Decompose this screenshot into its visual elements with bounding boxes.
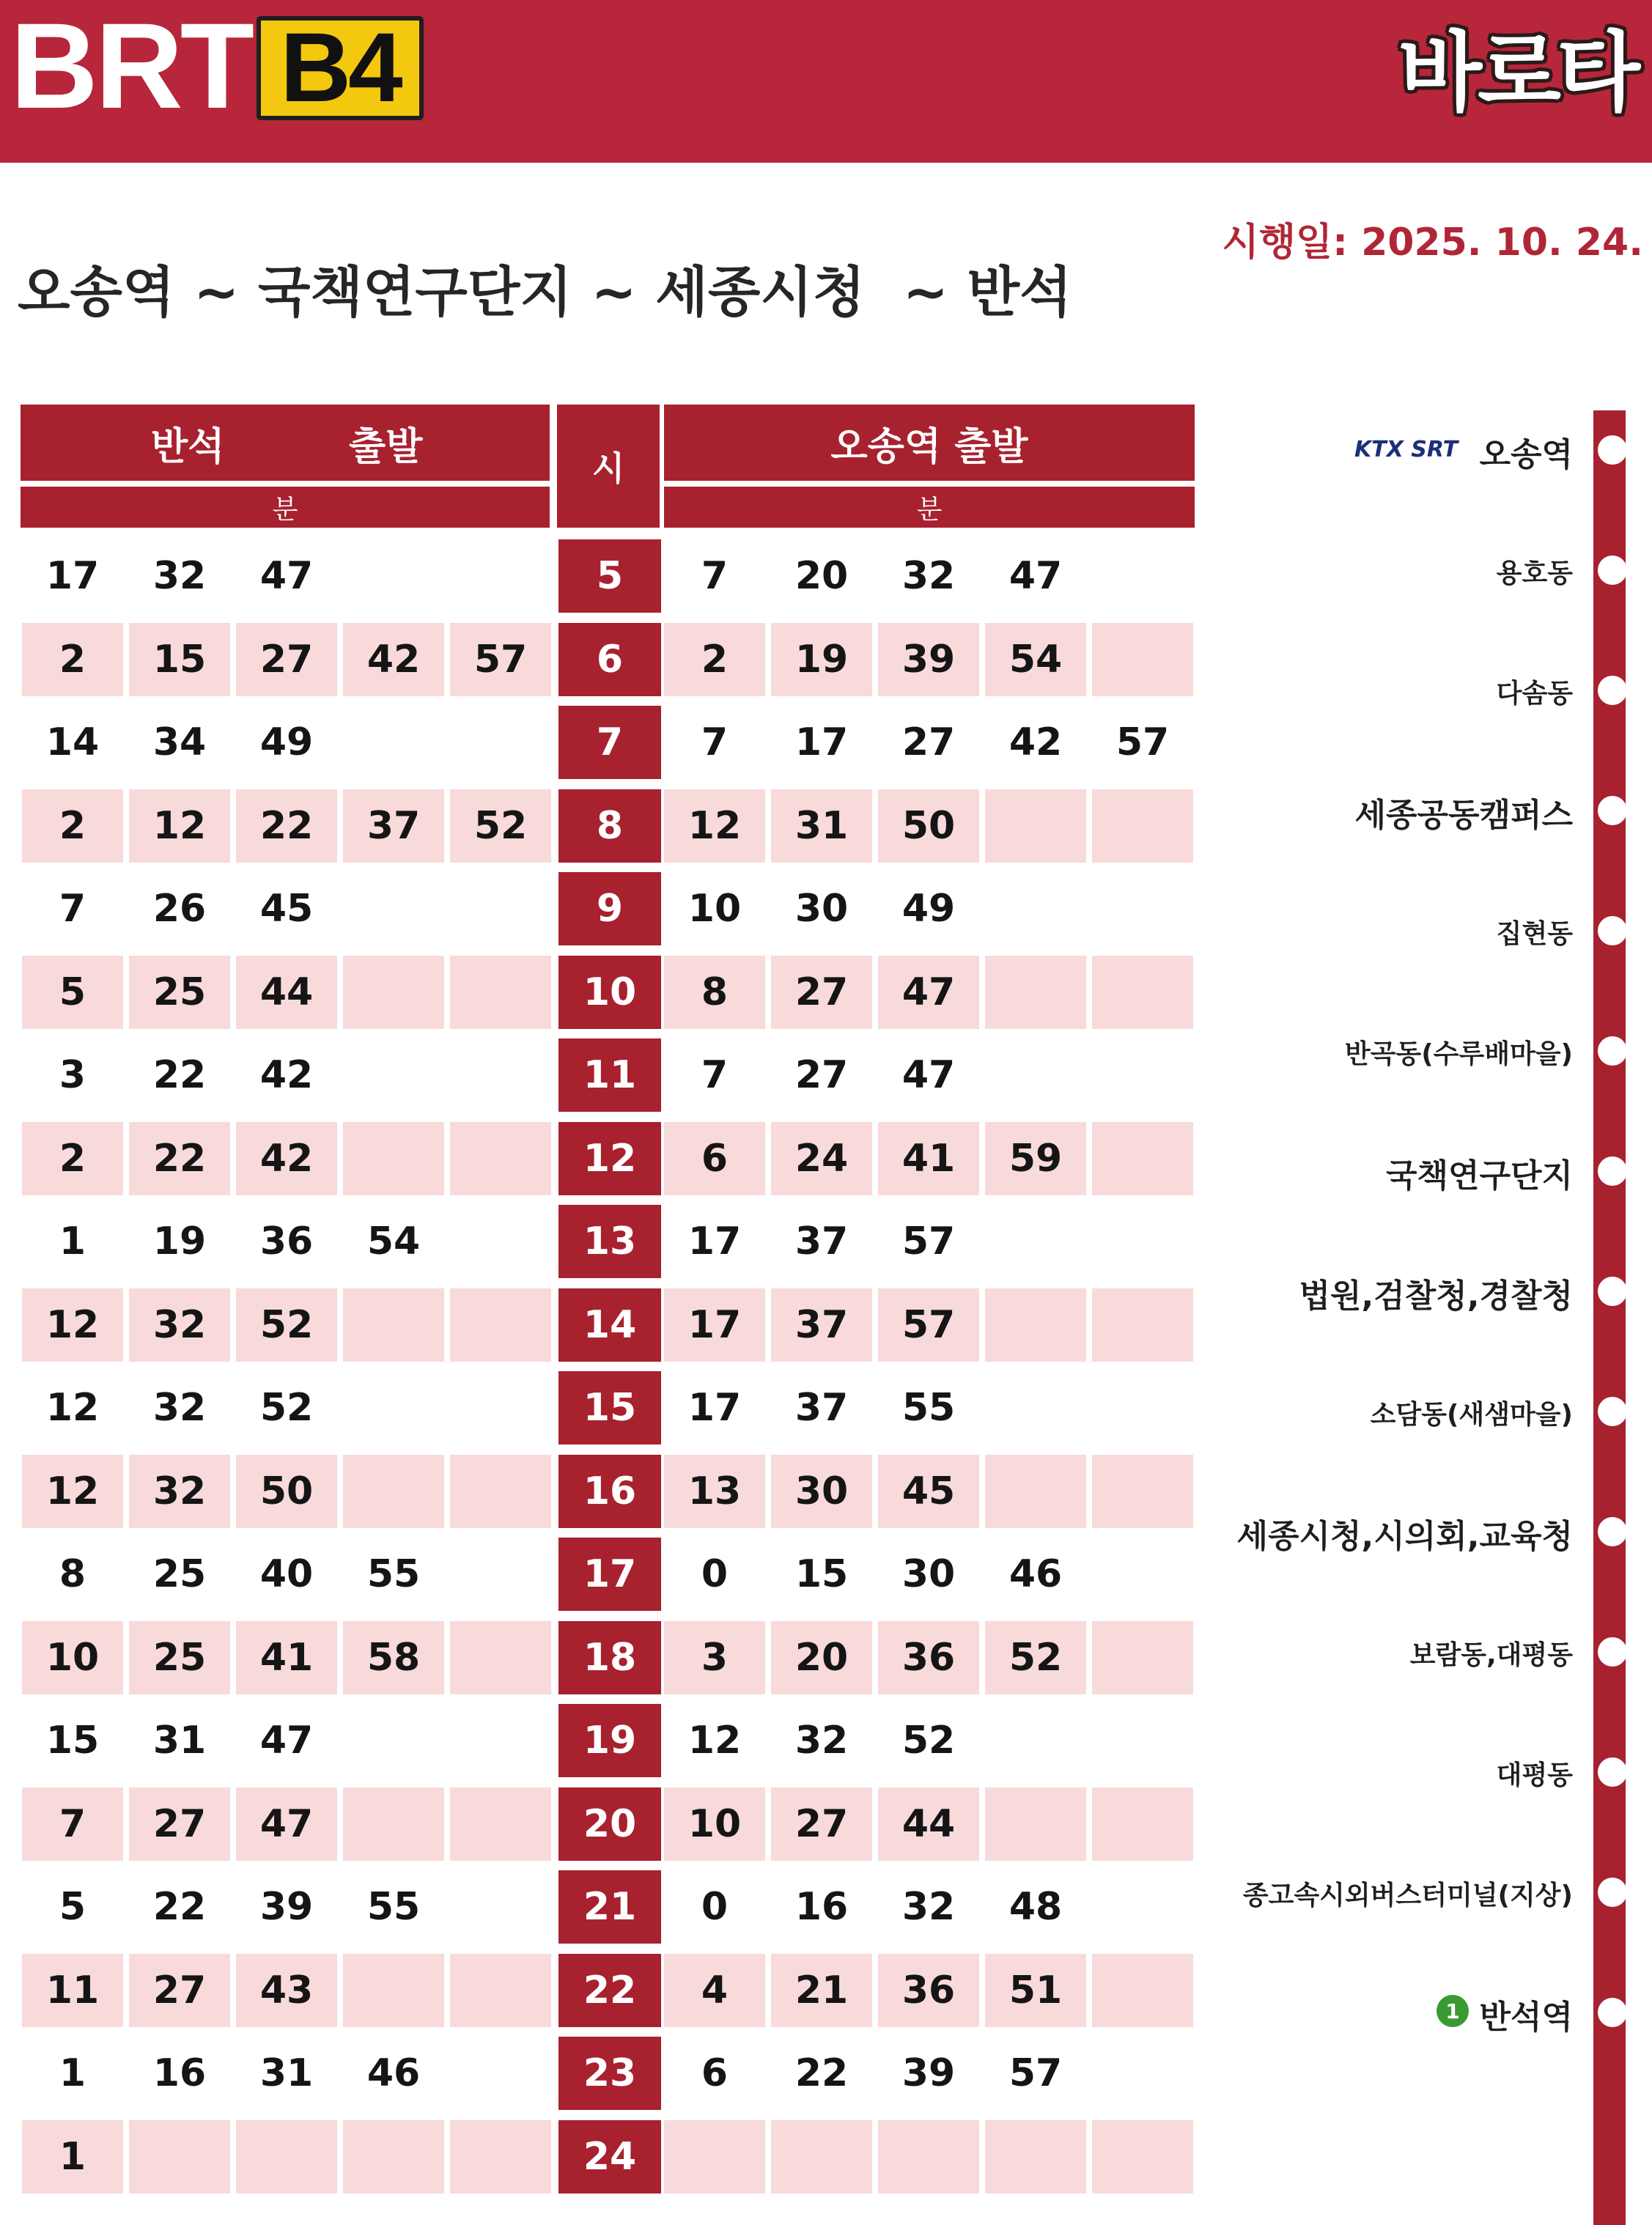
stop-marker [1598,676,1627,705]
right-minute-cell: 12 [687,1719,742,1763]
left-minute-cell: 17 [45,554,100,598]
right-minute-cell: 10 [664,1787,765,1861]
left-minute-cell [450,1538,551,1611]
right-minute-cell [1092,623,1193,696]
right-minute-cell: 46 [1008,1552,1063,1596]
left-minute-cell: 1 [22,2120,123,2193]
hour-cell: 17 [558,1538,661,1611]
right-minute-cell: 45 [878,1455,979,1528]
stop-marker [1598,1878,1627,1907]
right-minute-cell [1092,539,1193,613]
left-minute-cell: 32 [152,554,207,598]
right-minute-cell [985,1455,1086,1528]
right-minute-cell: 32 [901,554,956,598]
left-minute-cell: 3 [59,1053,86,1097]
right-minute-cell: 44 [878,1787,979,1861]
left-minute-cell [450,706,551,779]
right-minute-cell: 37 [771,1288,872,1362]
right-minute-cell [1092,1621,1193,1694]
right-minute-label: 분 [664,487,1195,528]
left-minute-cell: 46 [366,2051,421,2095]
right-minute-cell [1092,2037,1193,2110]
right-minute-cell [1092,1704,1193,1777]
left-minute-cell: 10 [22,1621,123,1694]
left-minute-cell: 25 [129,1621,230,1694]
left-minute-cell [343,1122,444,1195]
right-minute-cell: 47 [1008,554,1063,598]
ktx-srt-logo: KTX SRT [1354,437,1459,462]
right-minute-cell: 15 [794,1552,849,1596]
right-minute-cell: 3 [664,1621,765,1694]
left-minute-cell: 8 [59,1552,86,1596]
left-minute-cell: 14 [45,720,100,764]
left-minute-cell [450,1205,551,1278]
left-minute-cell [450,872,551,945]
left-header-depart: 출발 [349,424,423,469]
right-minute-cell: 0 [701,1885,729,1929]
right-minute-cell [1092,1371,1193,1444]
left-minute-cell [450,539,551,613]
left-minute-cell [450,1704,551,1777]
left-minute-cell: 42 [343,623,444,696]
left-minute-cell: 12 [22,1288,123,1362]
left-minute-cell [450,956,551,1029]
right-minute-cell: 8 [664,956,765,1029]
left-minute-cell [343,872,444,945]
left-minute-cell [450,1954,551,2027]
left-minute-cell [343,1787,444,1861]
stop-marker [1598,1998,1627,2027]
left-minute-cell [450,1371,551,1444]
right-minute-cell: 30 [771,1455,872,1528]
left-minute-cell: 43 [236,1954,337,2027]
left-minute-cell [343,706,444,779]
left-minute-cell [236,2120,337,2193]
right-minute-cell: 17 [664,1288,765,1362]
stop-name: 집현동 [1496,919,1573,949]
right-minute-cell: 6 [664,1122,765,1195]
left-minute-cell [343,1371,444,1444]
right-minute-cell: 6 [701,2051,729,2095]
right-minute-cell [985,1038,1086,1112]
left-minute-cell: 57 [450,623,551,696]
left-minute-cell: 31 [152,1719,207,1763]
right-minute-cell: 32 [901,1885,956,1929]
left-minute-cell: 22 [152,1885,207,1929]
left-minute-label: 분 [21,487,550,528]
right-minute-cell [1092,1122,1193,1195]
left-minute-cell [450,1122,551,1195]
left-minute-cell: 52 [450,789,551,863]
left-minute-cell: 1 [59,1219,86,1263]
brand-logo: 바로타 [1398,22,1636,123]
left-minute-cell: 27 [129,1954,230,2027]
left-minute-cell: 2 [22,1122,123,1195]
right-minute-cell: 41 [878,1122,979,1195]
right-minute-cell: 7 [701,554,729,598]
left-minute-cell: 39 [259,1885,314,1929]
right-minute-cell [771,2120,872,2193]
stop-marker [1598,1036,1627,1066]
right-minute-cell [985,1787,1086,1861]
right-minute-cell: 2 [664,623,765,696]
right-minute-cell: 27 [771,1787,872,1861]
left-minute-cell: 19 [152,1219,207,1263]
hour-cell: 24 [558,2120,661,2193]
hour-cell: 18 [558,1621,661,1694]
stop-marker [1598,916,1627,945]
left-minute-cell: 44 [236,956,337,1029]
right-minute-cell: 17 [794,720,849,764]
right-minute-cell [1092,2120,1193,2193]
right-minute-cell: 52 [985,1621,1086,1694]
right-minute-cell: 30 [794,887,849,931]
right-minute-cell: 13 [664,1455,765,1528]
right-minute-cell: 31 [771,789,872,863]
hour-cell: 11 [558,1038,661,1112]
right-minute-cell: 12 [664,789,765,863]
hour-cell: 14 [558,1288,661,1362]
left-minute-cell: 27 [129,1787,230,1861]
right-minute-cell: 57 [901,1219,956,1263]
left-minute-cell: 25 [129,956,230,1029]
stop-name: 반석역 [1479,1999,1573,2036]
stop-name: 소담동(새샘마을) [1370,1400,1573,1430]
left-minute-cell: 26 [152,887,207,931]
left-minute-cell [450,1288,551,1362]
left-minute-cell: 7 [22,1787,123,1861]
right-minute-cell [1092,872,1193,945]
subway-transfer-icon: 1 [1437,1995,1469,2027]
stop-name: 대평동 [1496,1760,1573,1790]
right-minute-cell: 30 [901,1552,956,1596]
right-minute-cell: 51 [985,1954,1086,2027]
left-minute-cell: 22 [236,789,337,863]
right-minute-cell [1092,1954,1193,2027]
hour-cell: 20 [558,1787,661,1861]
right-minute-cell: 55 [901,1386,956,1430]
stop-marker [1598,1637,1627,1667]
left-minute-cell: 27 [236,623,337,696]
right-minute-cell [878,2120,979,2193]
left-minute-cell: 37 [343,789,444,863]
left-minute-cell: 2 [22,623,123,696]
stop-name: 다솜동 [1496,679,1573,709]
hour-cell: 5 [558,539,661,613]
left-minute-cell: 7 [59,887,86,931]
left-minute-cell [450,2037,551,2110]
left-minute-cell: 25 [152,1552,207,1596]
right-minute-cell [664,2120,765,2193]
header-bar [0,0,1652,163]
right-minute-cell [985,2120,1086,2193]
right-minute-cell: 16 [794,1885,849,1929]
right-minute-cell: 20 [794,554,849,598]
left-minute-cell: 52 [259,1386,314,1430]
stop-name: 용호동 [1496,558,1573,588]
left-minute-cell [450,2120,551,2193]
right-minute-cell: 52 [901,1719,956,1763]
left-minute-cell: 45 [259,887,314,931]
stop-name: 국책연구단지 [1385,1157,1573,1195]
hour-cell: 8 [558,789,661,863]
right-minute-cell: 22 [794,2051,849,2095]
right-minute-cell: 36 [878,1954,979,2027]
left-minute-cell: 1 [59,2051,86,2095]
right-minute-cell: 47 [878,956,979,1029]
left-minute-cell: 5 [22,956,123,1029]
left-minute-cell: 15 [129,623,230,696]
left-minute-cell [343,1455,444,1528]
left-minute-cell: 12 [22,1455,123,1528]
right-minute-cell: 7 [701,1053,729,1097]
right-minute-cell: 59 [985,1122,1086,1195]
right-minute-cell [1092,1455,1193,1528]
hour-header: 시 [557,405,660,528]
right-minute-cell [985,956,1086,1029]
right-minute-cell [985,789,1086,863]
stop-name: 법원,검찰청,경찰청 [1299,1277,1573,1315]
stop-marker [1598,1156,1627,1186]
right-minute-cell: 42 [1008,720,1063,764]
effective-date: 시행일: 2025. 10. 24. [1222,221,1643,265]
left-minute-cell: 47 [236,1787,337,1861]
right-minute-cell: 19 [771,623,872,696]
right-minute-cell [985,872,1086,945]
left-minute-cell [129,2120,230,2193]
left-minute-cell [343,1288,444,1362]
left-minute-cell: 31 [259,2051,314,2095]
right-minute-cell [985,1371,1086,1444]
left-minute-cell: 12 [129,789,230,863]
left-minute-cell [343,1038,444,1112]
right-minute-cell [1092,1288,1193,1362]
stop-marker [1598,1757,1627,1787]
right-minute-cell [985,1288,1086,1362]
right-minute-cell: 20 [771,1621,872,1694]
right-minute-cell: 37 [794,1219,849,1263]
right-minute-cell [1092,1870,1193,1944]
stop-marker [1598,435,1627,465]
right-minute-cell [1092,1538,1193,1611]
right-minute-cell: 36 [878,1621,979,1694]
hour-cell: 16 [558,1455,661,1528]
left-minute-cell: 16 [152,2051,207,2095]
stop-marker [1598,1277,1627,1306]
left-minute-cell [343,1704,444,1777]
left-minute-cell: 32 [129,1288,230,1362]
stop-marker [1598,1397,1627,1426]
right-minute-cell: 47 [901,1053,956,1097]
left-minute-cell: 50 [236,1455,337,1528]
left-minute-cell: 15 [45,1719,100,1763]
stop-name: 보람동,대평동 [1409,1640,1573,1670]
route-title: 오송역 ~ 국책연구단지 ~ 세종시청 ~ 반석 [18,261,1072,324]
right-minute-cell: 27 [771,956,872,1029]
right-minute-cell: 39 [878,623,979,696]
right-minute-cell: 17 [687,1386,742,1430]
right-minute-cell: 48 [1008,1885,1063,1929]
left-header-origin: 반석 [151,424,225,469]
hour-cell: 9 [558,872,661,945]
left-minute-cell [343,2120,444,2193]
left-minute-cell: 22 [152,1053,207,1097]
stop-name: 세종공동캠퍼스 [1354,797,1573,834]
right-minute-cell: 39 [901,2051,956,2095]
left-minute-cell: 32 [129,1455,230,1528]
right-minute-cell [985,1205,1086,1278]
right-minute-cell: 54 [985,623,1086,696]
right-minute-cell: 57 [878,1288,979,1362]
left-minute-cell [343,539,444,613]
left-minute-cell: 11 [22,1954,123,2027]
right-minute-cell: 17 [687,1219,742,1263]
stop-marker [1598,556,1627,585]
left-minute-cell: 54 [366,1219,421,1263]
left-minute-cell: 40 [259,1552,314,1596]
left-minute-cell: 32 [152,1386,207,1430]
stop-marker [1598,1517,1627,1546]
left-minute-cell: 42 [259,1053,314,1097]
hour-cell: 21 [558,1870,661,1944]
left-minute-cell: 47 [259,1719,314,1763]
left-minute-cell: 2 [22,789,123,863]
stop-name: 종고속시외버스터미널(지상) [1242,1881,1573,1911]
right-minute-cell: 32 [794,1719,849,1763]
hour-cell: 6 [558,623,661,696]
left-minute-cell [450,1870,551,1944]
right-minute-cell: 37 [794,1386,849,1430]
brt-label: BRT [10,0,252,134]
hour-cell: 19 [558,1704,661,1777]
right-minute-cell [1092,956,1193,1029]
right-minute-cell: 57 [1116,720,1170,764]
hour-cell: 10 [558,956,661,1029]
left-minute-cell: 42 [236,1122,337,1195]
right-minute-cell [1092,789,1193,863]
left-minute-cell [450,1621,551,1694]
left-minute-cell: 55 [366,1885,421,1929]
right-minute-cell: 21 [771,1954,872,2027]
stop-marker [1598,796,1627,825]
right-minute-cell: 27 [901,720,956,764]
left-minute-cell: 5 [59,1885,86,1929]
hour-cell: 15 [558,1371,661,1444]
stop-name: 오송역 [1479,436,1573,473]
left-minute-cell [343,956,444,1029]
hour-cell: 13 [558,1205,661,1278]
right-minute-cell: 49 [901,887,956,931]
hour-cell: 7 [558,706,661,779]
hour-cell: 23 [558,2037,661,2110]
right-minute-cell: 4 [664,1954,765,2027]
left-minute-cell [450,1038,551,1112]
hour-cell: 12 [558,1122,661,1195]
route-number-badge: B4 [257,16,424,120]
right-direction-header: 오송역 출발 [664,405,1195,481]
left-minute-cell: 34 [152,720,207,764]
right-minute-cell: 0 [701,1552,729,1596]
left-minute-cell [450,1455,551,1528]
left-minute-cell [343,1954,444,2027]
left-minute-cell: 58 [343,1621,444,1694]
right-minute-cell: 7 [701,720,729,764]
left-minute-cell: 12 [45,1386,100,1430]
left-minute-cell: 49 [259,720,314,764]
right-minute-cell: 57 [1008,2051,1063,2095]
right-minute-cell [1092,1787,1193,1861]
left-minute-cell: 55 [366,1552,421,1596]
right-minute-cell [985,1704,1086,1777]
left-minute-cell [450,1787,551,1861]
left-minute-cell: 22 [129,1122,230,1195]
right-minute-cell [1092,1038,1193,1112]
hour-cell: 22 [558,1954,661,2027]
left-minute-cell: 41 [236,1621,337,1694]
right-minute-cell: 50 [878,789,979,863]
right-minute-cell: 10 [687,887,742,931]
right-minute-cell: 24 [771,1122,872,1195]
right-minute-cell [1092,1205,1193,1278]
left-direction-header [21,405,550,481]
stop-name: 반곡동(수루배마을) [1344,1039,1573,1069]
left-minute-cell: 52 [236,1288,337,1362]
right-minute-cell: 27 [794,1053,849,1097]
stop-name: 세종시청,시의회,교육청 [1236,1518,1573,1555]
left-minute-cell: 36 [259,1219,314,1263]
left-minute-cell: 47 [259,554,314,598]
